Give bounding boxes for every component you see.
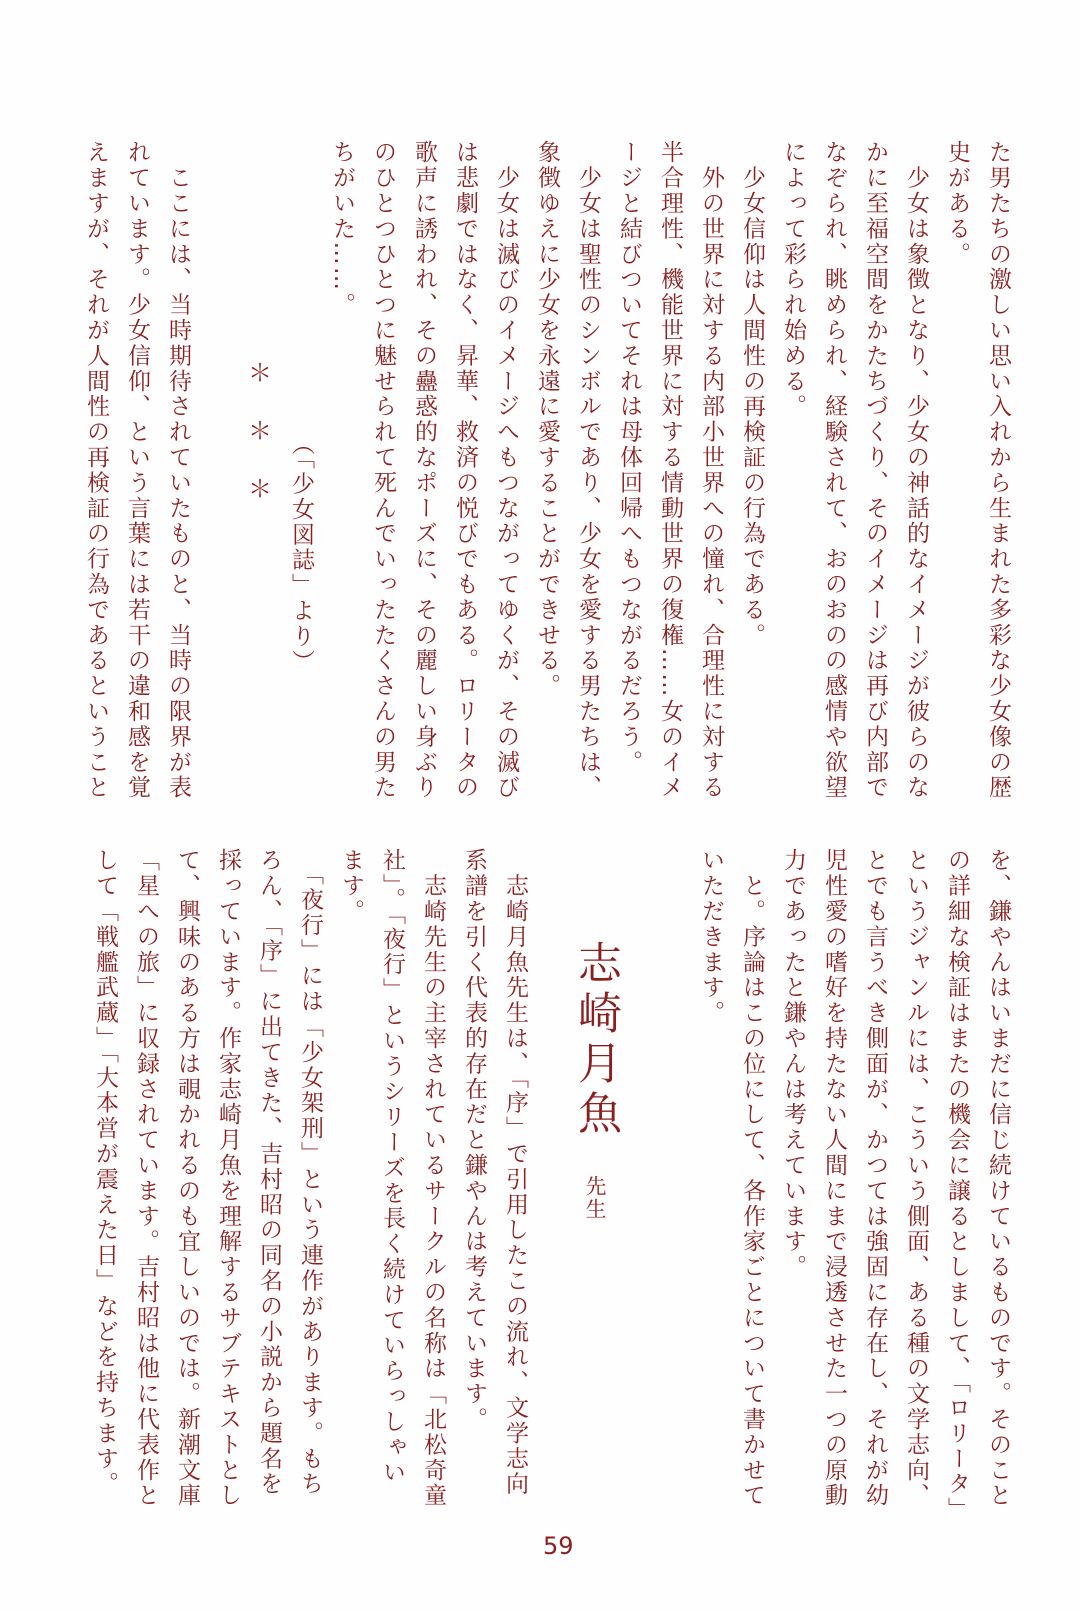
text-column: 「夜行」には「少女架刑」という連作があります。もち bbox=[297, 848, 323, 1497]
text-column: 歌声に誘われ、その蠱惑的なポーズに、その麗しい身ぶり bbox=[411, 140, 437, 801]
text-column: 少女は象徴となり、少女の神話的なイメージが彼らのな bbox=[903, 140, 929, 801]
text-column: れています。少女信仰、という言葉には若干の違和感を覚 bbox=[124, 140, 150, 801]
text-column: は悲劇ではなく、昇華、救済の悦びでもある。ロリータの bbox=[452, 140, 478, 801]
text-column: 社」。「夜行」というシリーズを長く続けていらっしゃい bbox=[379, 848, 405, 1486]
text-column: ちがいた……。 bbox=[329, 140, 355, 318]
text-column: かに至福空間をかたちづくり、そのイメージは再び内部で bbox=[862, 140, 888, 801]
section-heading-author: 志崎月魚 bbox=[570, 940, 621, 1140]
text-column: を、鎌やんはいまだに信じ続けているものです。そのこと bbox=[985, 848, 1011, 1509]
text-column: 外の世界に対する内部小世界への憧れ、合理性に対する bbox=[698, 140, 724, 801]
text-column: 少女信仰は人間性の再検証の行為である。 bbox=[739, 140, 765, 648]
text-column: ここには、当時期待されていたものと、当時の限界が表 bbox=[165, 140, 191, 801]
text-column: と。序論はこの位にして、各作家ごとについて書かせて bbox=[739, 848, 765, 1509]
separator-asterisk: ＊ bbox=[248, 475, 272, 503]
text-column: なぞられ、眺められ、経験されて、おのおのの感情や欲望 bbox=[821, 140, 847, 801]
text-column: た男たちの激しい思い入れから生まれた多彩な少女像の歴 bbox=[985, 140, 1011, 801]
text-column: 少女は滅びのイメージへもつながってゆくが、その滅び bbox=[493, 140, 519, 801]
citation: （「少女図誌」より） bbox=[288, 432, 314, 675]
text-column: というジャンルには、こういう側面、ある種の文学志向、 bbox=[903, 848, 929, 1509]
text-column: によって彩られ始める。 bbox=[780, 140, 806, 420]
text-column: 史がある。 bbox=[944, 140, 970, 267]
text-column: 児性愛の嗜好を持たない人間にまで浸透させた一つの原動 bbox=[821, 848, 847, 1509]
text-column: 半合理性、機能世界に対する情動世界の復権……女のイメ bbox=[657, 140, 683, 801]
text-column: ろん、「序」に出てきた、吉村昭の同名の小説から題名を bbox=[256, 848, 282, 1497]
text-column: とでも言うべき側面が、かつては強固に存在し、それが幼 bbox=[862, 848, 888, 1509]
text-column: 志崎月魚先生は、「序」で引用したこの流れ、文学志向 bbox=[502, 848, 528, 1497]
text-column: ージと結びついてそれは母体回帰へもつながるだろう。 bbox=[616, 140, 642, 775]
text-column: の詳細な検証はまたの機会に譲るとしまして、「ロリータ」 bbox=[944, 848, 970, 1523]
text-column: ます。 bbox=[338, 848, 364, 925]
text-column: えますが、それが人間性の再検証の行為であるということ bbox=[83, 140, 109, 801]
page-number: 59 bbox=[543, 1532, 574, 1560]
text-column: いただきます。 bbox=[698, 848, 724, 1026]
text-column: 少女は聖性のシンボルであり、少女を愛する男たちは、 bbox=[575, 140, 601, 801]
text-column: 採っています。作家志崎月魚を理解するサブテキストとし bbox=[215, 848, 241, 1509]
text-column: のひとつひとつに魅せられて死んでいったたくさんの男た bbox=[370, 140, 396, 801]
text-column: 志崎先生の主宰されているサークルの名称は「北松奇童 bbox=[420, 848, 446, 1509]
text-column: て、興味のある方は覗かれるのも宜しいのでは。新潮文庫 bbox=[174, 848, 200, 1509]
separator-asterisk: ＊ bbox=[248, 417, 272, 445]
text-column: 力であったと鎌やんは考えています。 bbox=[780, 848, 806, 1280]
text-column: 系譜を引く代表的存在だと鎌やんは考えています。 bbox=[461, 848, 487, 1433]
section-heading-honorific: 先生 bbox=[583, 1175, 607, 1221]
text-column: 「星への旅」に収録されています。吉村昭は他に代表作と bbox=[133, 848, 159, 1509]
text-column: して「戦艦武蔵」「大本営が震えた日」などを持ちます。 bbox=[92, 848, 118, 1497]
text-column: 象徴ゆえに少女を永遠に愛することができせる。 bbox=[534, 140, 560, 699]
separator-asterisk: ＊ bbox=[248, 359, 272, 387]
